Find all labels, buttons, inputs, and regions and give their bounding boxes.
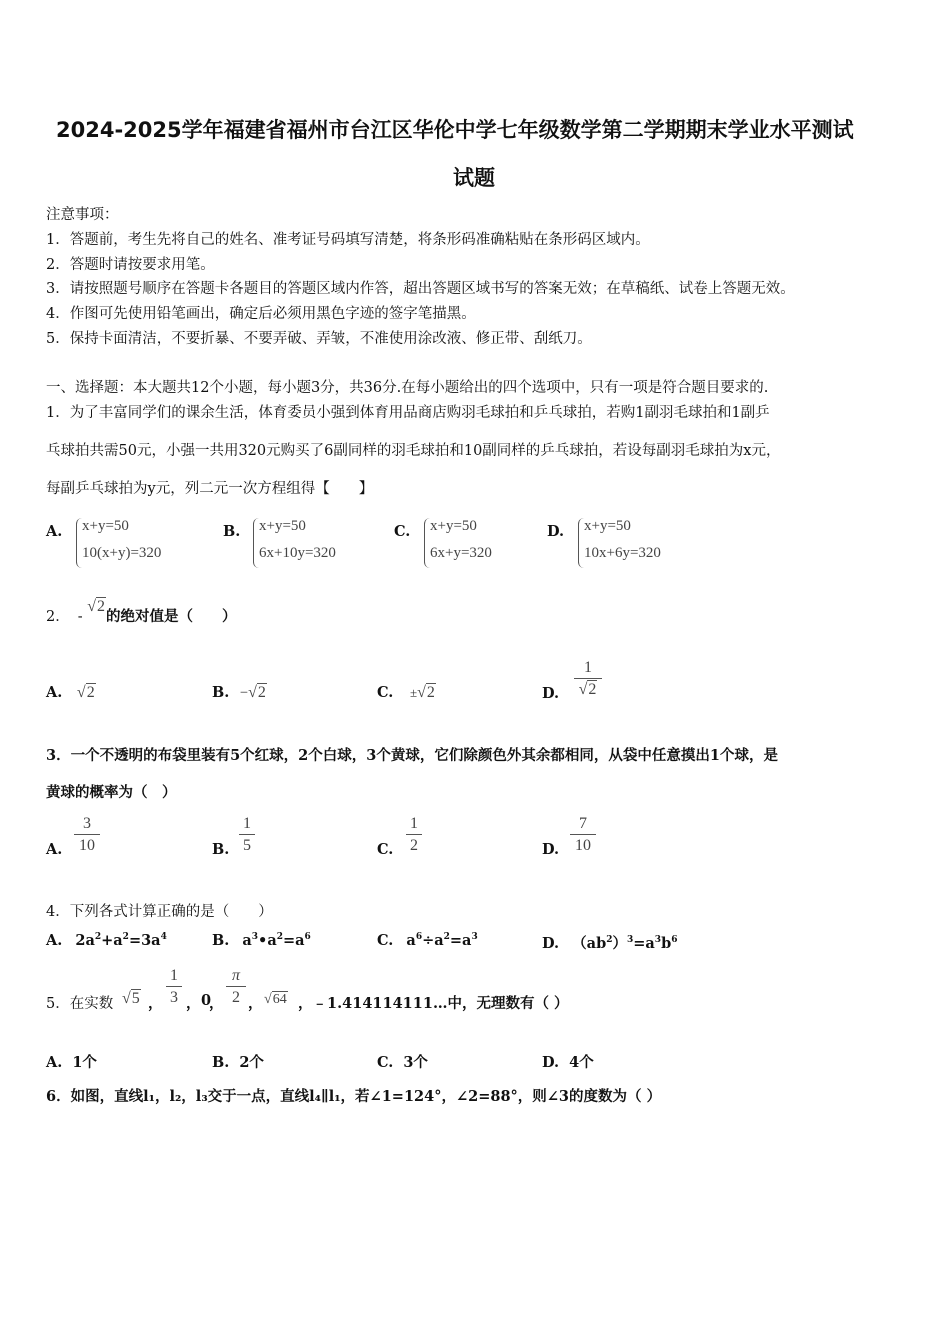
option-label: A. bbox=[46, 1054, 63, 1071]
option-label: B. bbox=[212, 1054, 230, 1071]
question-1-line: 每副乒乓球拍为y元，列二元一次方程组得【 】 bbox=[46, 481, 374, 497]
q2-option-a[interactable] bbox=[46, 684, 96, 702]
separator: ， bbox=[248, 995, 263, 1012]
option-label: D. bbox=[542, 841, 560, 858]
page-title-cont: 试题 bbox=[453, 166, 495, 190]
q5-option-a[interactable]: A. 1个 bbox=[46, 1054, 97, 1071]
question-number: 2． bbox=[46, 609, 70, 625]
minus-sign: - bbox=[77, 609, 83, 625]
section-heading: 一、选择题：本大题共12个小题，每小题3分，共36分.在每小题给出的四个选项中，只有一项是符合题目要求的. bbox=[46, 380, 769, 396]
equation: x+y=50 bbox=[259, 518, 306, 534]
question-4: 4．下列各式计算正确的是（ ） bbox=[46, 904, 273, 920]
q2-option-c[interactable] bbox=[377, 684, 436, 702]
q5-option-c[interactable]: C. 3个 bbox=[377, 1054, 428, 1071]
q5-option-b[interactable]: B. 2个 bbox=[212, 1054, 264, 1071]
option-label: C. bbox=[377, 684, 394, 701]
question-5-end: ，﹣1.414114111…中，无理数有（ ） bbox=[298, 995, 569, 1012]
notice-heading: 注意事项： bbox=[46, 207, 119, 223]
option-label: C. bbox=[394, 523, 411, 540]
separator: ， bbox=[186, 995, 201, 1012]
notice-item: 1．答题前，考生先将自己的姓名、准考证号码填写清楚，将条形码准确粘贴在条形码区域内。 bbox=[46, 232, 650, 248]
fraction: 7 10 bbox=[570, 814, 596, 857]
option-label: D. bbox=[542, 1054, 560, 1071]
equation: x+y=50 bbox=[430, 518, 477, 534]
prefix: − bbox=[239, 685, 249, 701]
q4-option-c[interactable]: C. $a^6\div a^2=a^3$ bbox=[377, 932, 478, 949]
notice-item: 3．请按照题号顺序在答题卡各题目的答题区域内作答，超出答题区域书写的答案无效；在草稿纸、试卷上答题无效。 bbox=[46, 281, 795, 297]
question-3-line: 黄球的概率为（ ） bbox=[46, 784, 177, 801]
sqrt-expression: √5 bbox=[122, 990, 140, 1007]
question-2 bbox=[46, 598, 237, 626]
notice-item: 5．保持卡面清洁，不要折暴、不要弄破、弄皱，不准使用涂改液、修正带、刮纸刀。 bbox=[46, 331, 592, 347]
q2-option-b[interactable] bbox=[212, 684, 267, 702]
equation: x+y=50 bbox=[584, 518, 631, 534]
q5-option-d[interactable]: D. 4个 bbox=[542, 1054, 594, 1071]
option-label: B. bbox=[212, 841, 230, 858]
option-label: D. bbox=[547, 523, 565, 540]
sqrt-expression: √2 bbox=[87, 598, 106, 615]
equation: x+y=50 bbox=[82, 518, 129, 534]
sqrt-expression: √2 bbox=[76, 684, 95, 701]
question-6: 6．如图，直线l₁，l₂，l₃交于一点，直线l₄∥l₁，若∠1=124°，∠2=88°，则∠3的度数为（ ） bbox=[46, 1088, 662, 1105]
q4-option-b[interactable]: B. $a^3•a^2=a^6$ bbox=[212, 932, 311, 949]
separator: ， bbox=[148, 995, 163, 1012]
q4-option-a[interactable]: A. $2a^2+a^2=3a^4$ bbox=[46, 932, 167, 949]
option-label: A. bbox=[46, 523, 63, 540]
option-label: A. bbox=[46, 932, 63, 949]
prefix: ± bbox=[409, 685, 418, 700]
question-1-line: 乓球拍共需50元，小强一共用320元购买了6副同样的羽毛球拍和10副同样的乒乓球拍，若设每副羽毛球拍为x元， bbox=[46, 443, 781, 459]
separator: ， bbox=[209, 995, 224, 1012]
option-label: C. bbox=[377, 841, 394, 858]
equation: 10(x+y)=320 bbox=[82, 545, 162, 561]
page-title: 2024-2025学年福建省福州市台江区华伦中学七年级数学第二学期期末学业水平测试 bbox=[56, 118, 854, 142]
option-label: B. bbox=[212, 684, 230, 701]
notice-item: 2．答题时请按要求用笔。 bbox=[46, 257, 215, 273]
sqrt-expression: √2 bbox=[417, 684, 435, 701]
equation: 10x+6y=320 bbox=[584, 545, 661, 561]
equation: 6x+y=320 bbox=[430, 545, 492, 561]
equation: 6x+10y=320 bbox=[259, 545, 336, 561]
fraction: 1 3 bbox=[166, 966, 182, 1009]
option-label: A. bbox=[46, 841, 63, 858]
option-label: C. bbox=[377, 932, 394, 949]
fraction: π 2 bbox=[226, 966, 246, 1009]
option-label: D. bbox=[542, 685, 560, 702]
option-label: B. bbox=[223, 523, 241, 540]
question-1-line: 1．为了丰富同学们的课余生活，体育委员小强到体育用品商店购羽毛球拍和乒乓球拍，若购1副羽毛球拍和1副乒 bbox=[46, 405, 770, 421]
sqrt-expression: √64 bbox=[264, 992, 287, 1007]
q4-option-d[interactable]: D. $(ab^2)^3=a^3b^6$ bbox=[542, 935, 678, 952]
option-label: B. bbox=[212, 932, 230, 949]
zero: 0 bbox=[201, 992, 212, 1009]
fraction: 1 2 bbox=[406, 814, 422, 857]
notice-item: 4．作图可先使用铅笔画出，确定后必须用黑色字迹的签字笔描黑。 bbox=[46, 306, 476, 322]
question-5-start: 5．在实数 bbox=[46, 996, 114, 1012]
option-label: D. bbox=[542, 935, 560, 952]
sqrt-expression: √2 bbox=[248, 684, 266, 701]
option-label: A. bbox=[46, 684, 63, 701]
fraction: 1 √2 bbox=[574, 658, 602, 701]
fraction: 1 5 bbox=[239, 814, 255, 857]
question-text: 的绝对值是（ ） bbox=[106, 608, 237, 625]
question-3-line: 3．一个不透明的布袋里装有5个红球，2个白球，3个黄球，它们除颜色外其余都相同，从袋中任意摸出1个球，是 bbox=[46, 747, 778, 764]
fraction: 3 10 bbox=[74, 814, 100, 857]
option-label: C. bbox=[377, 1054, 394, 1071]
